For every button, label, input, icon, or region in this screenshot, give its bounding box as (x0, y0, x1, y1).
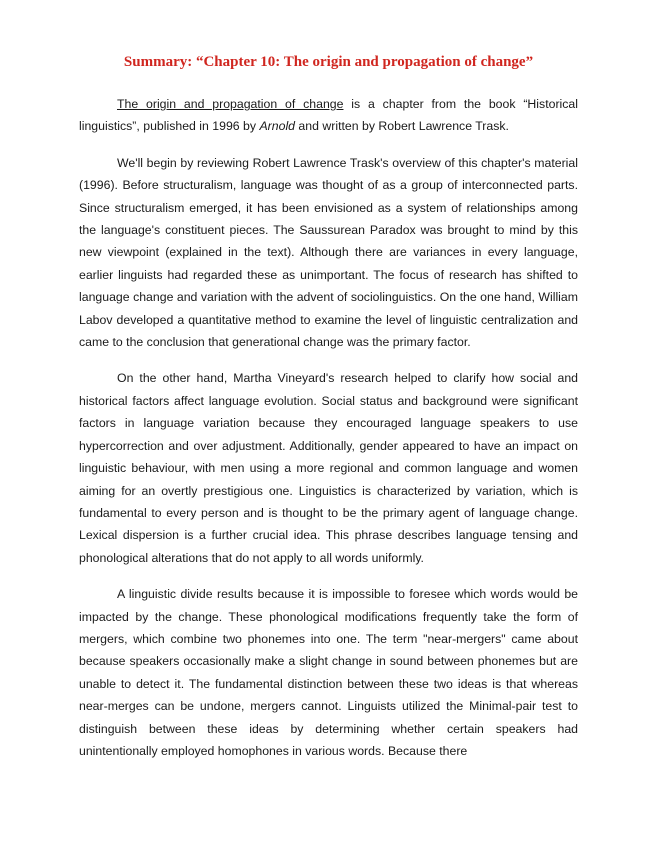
body-paragraph-2: On the other hand, Martha Vineyard's research helped to clarify how social and historical factors affect language evolution. Social status and background were significant factors in language variation because they encouraged language speakers to use hypercorrection and over adjustment. Additionally, gender appeared to have an impact on linguistic behaviour, with men using a more regional and common language and women aiming for an overtly prestigious one. Linguistics is characterized by variation, which is fundamental to every person and is thought to be the primary agent of language change. Lexical dispersion is a further crucial idea. This phrase describes language tensing and phonological alterations that do not apply to all words uniformly. (79, 371, 578, 565)
chapter-title-underlined: The origin and propagation of change (117, 97, 344, 111)
intro-paragraph (79, 93, 578, 138)
document-title: Summary: “Chapter 10: The origin and propagation of change” (123, 54, 534, 70)
body-paragraph-1: We'll begin by reviewing Robert Lawrence Trask's overview of this chapter's material (1996). Before structuralism, language was thought of as a group of interconnected parts. Since structuralism emerged, it has been envisioned as a system of relationships among the language's constituent pieces. The Saussurean Paradox was brought to mind by this new viewpoint (explained in the text). Although there are variances in every language, earlier linguists had regarded these as unimportant. The focus of research has shifted to language change and variation with the advent of sociolinguistics. On the one hand, William Labov developed a quantitative method to examine the level of linguistic centralization and came to the conclusion that generational change was the primary factor. (79, 155, 578, 350)
publisher-italic: Arnold (259, 119, 296, 134)
body-paragraph-3: A linguistic divide results because it is impossible to foresee which words would be impacted by the change. These phonological modifications frequently take the form of mergers, which combine two phonemes into one. The term "near-mergers" came about because speakers occasionally make a slight change in sound between phonemes but are unable to detect it. The fundamental distinction between these two ideas is that whereas near-merges can be undone, mergers cannot. Linguists utilized the Minimal-pair test to distinguish between these ideas by determining whether certain speakers had unintentionally employed homophones in various words. Because there (79, 587, 578, 758)
intro-text-2: and written by Robert Lawrence Trask. (295, 119, 509, 134)
document-page (79, 51, 578, 776)
intro-text-1: is a chapter from the book “Historical linguistics”, published in 1996 by (79, 97, 578, 134)
